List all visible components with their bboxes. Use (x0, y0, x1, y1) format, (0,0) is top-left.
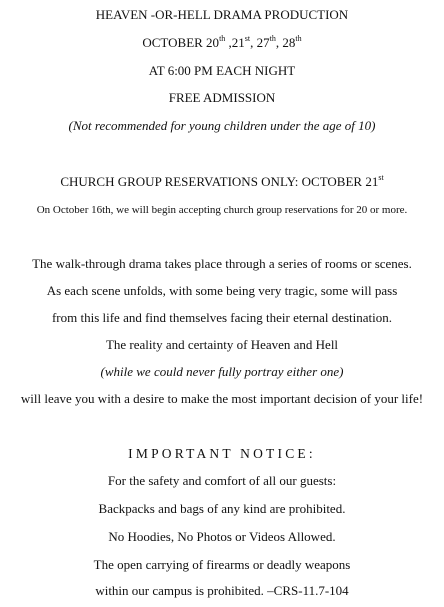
notice-heading: IMPORTANT NOTICE: (128, 446, 316, 461)
date-3: , 27 (250, 35, 270, 50)
notice-line: The open carrying of firearms or deadly weapons (93, 557, 351, 572)
description-line: The reality and certainty of Heaven and Hell (105, 337, 339, 352)
date-4-suffix: th (295, 33, 302, 43)
description-line: As each scene unfolds, with some being very tragic, some will pass (46, 283, 398, 298)
description-line: The walk-through drama takes place through a series of rooms or scenes. (32, 256, 412, 271)
event-dates (0, 35, 444, 51)
date-3-suffix: th (269, 33, 276, 43)
reservations-heading-suffix: st (378, 172, 384, 182)
notice-line: For the safety and comfort of all our guests: (107, 473, 337, 488)
notice-line: within our campus is prohibited. –CRS-11.7-104 (95, 583, 349, 598)
reservations-heading-text: CHURCH GROUP RESERVATIONS ONLY: OCTOBER 21 (60, 174, 379, 189)
date-2: ,21 (225, 35, 245, 50)
description-line: from this life and find themselves facing their eternal destination. (51, 310, 393, 325)
event-title: HEAVEN -OR-HELL DRAMA PRODUCTION (95, 7, 349, 22)
date-1: OCTOBER 20 (142, 35, 220, 50)
notice-line: No Hoodies, No Photos or Videos Allowed. (108, 529, 336, 544)
notice-line: Backpacks and bags of any kind are prohibited. (98, 501, 346, 516)
date-2-suffix: st (244, 33, 251, 43)
reservations-heading (0, 174, 444, 190)
reservations-detail: On October 16th, we will begin accepting church group reservations for 20 or more. (36, 204, 408, 216)
event-time: AT 6:00 PM EACH NIGHT (148, 63, 296, 78)
description-line: (while we could never fully portray either one) (100, 364, 344, 379)
age-advisory-note: (Not recommended for young children under the age of 10) (68, 118, 376, 133)
date-4: , 28 (275, 35, 296, 50)
date-1-suffix: th (219, 33, 226, 43)
description-line: will leave you with a desire to make the most important decision of your life! (20, 391, 424, 406)
event-admission: FREE ADMISSION (168, 90, 276, 105)
